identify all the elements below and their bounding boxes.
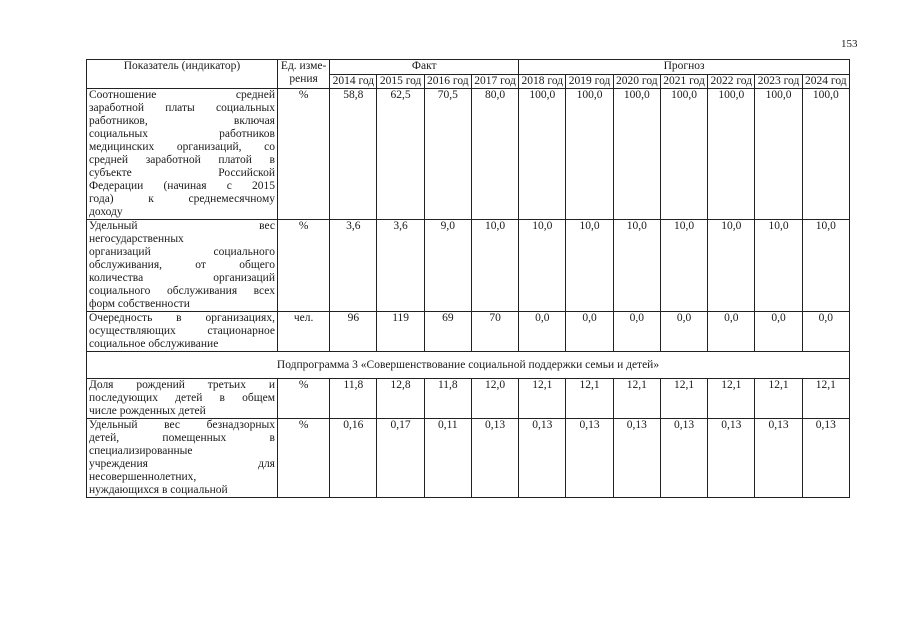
value-cell: 0,13 — [660, 419, 707, 498]
header-year: 2016 год — [424, 75, 471, 89]
indicator-line: социальных работников — [89, 128, 275, 140]
unit-cell: % — [277, 220, 329, 312]
header-indicator: Показатель (индикатор) — [87, 60, 278, 89]
value-cell: 100,0 — [708, 89, 755, 220]
header-unit: Ед. изме-рения — [277, 60, 329, 89]
value-cell: 10,0 — [660, 220, 707, 312]
value-cell: 9,0 — [424, 220, 471, 312]
value-cell: 70,5 — [424, 89, 471, 220]
indicator-line: заработной платы социальных — [89, 102, 275, 114]
header-fact: Факт — [330, 60, 519, 75]
indicators-table — [86, 59, 850, 498]
indicator-cell — [87, 312, 278, 352]
indicator-cell — [87, 220, 278, 312]
value-cell: 70 — [471, 312, 518, 352]
value-cell: 12,1 — [660, 379, 707, 419]
value-cell: 0,13 — [566, 419, 613, 498]
header-year: 2020 год — [613, 75, 660, 89]
value-cell: 100,0 — [613, 89, 660, 220]
indicator-line: социального обслуживания всех — [89, 285, 275, 297]
indicator-line: числе рожденных детей — [89, 405, 206, 417]
value-cell: 10,0 — [755, 220, 802, 312]
value-cell: 10,0 — [708, 220, 755, 312]
indicator-line: организаций социального — [89, 246, 275, 258]
value-cell: 12,1 — [566, 379, 613, 419]
table-row — [87, 419, 850, 498]
value-cell: 0,16 — [330, 419, 377, 498]
indicator-cell — [87, 89, 278, 220]
value-cell: 62,5 — [377, 89, 424, 220]
value-cell: 100,0 — [802, 89, 849, 220]
indicator-line: Доля рождений третьих и — [89, 379, 275, 391]
value-cell: 11,8 — [424, 379, 471, 419]
value-cell: 80,0 — [471, 89, 518, 220]
unit-cell: % — [277, 379, 329, 419]
header-year: 2021 год — [660, 75, 707, 89]
value-cell: 12,1 — [519, 379, 566, 419]
indicator-line: года) к среднемесячному — [89, 193, 275, 205]
value-cell: 12,8 — [377, 379, 424, 419]
value-cell: 0,0 — [660, 312, 707, 352]
value-cell: 119 — [377, 312, 424, 352]
header-year: 2019 год — [566, 75, 613, 89]
indicator-line: несовершеннолетних, — [89, 471, 197, 483]
value-cell: 3,6 — [330, 220, 377, 312]
indicator-line: Удельный вес — [89, 220, 275, 232]
value-cell: 12,1 — [613, 379, 660, 419]
header-forecast: Прогноз — [519, 60, 850, 75]
value-cell: 10,0 — [613, 220, 660, 312]
header-year: 2024 год — [802, 75, 849, 89]
indicator-line: учреждения для — [89, 458, 275, 470]
value-cell: 0,0 — [519, 312, 566, 352]
value-cell: 0,13 — [519, 419, 566, 498]
indicator-line: Удельный вес безнадзорных — [89, 419, 275, 431]
value-cell: 12,1 — [755, 379, 802, 419]
value-cell: 0,0 — [755, 312, 802, 352]
indicator-line: средней заработной платой в — [89, 154, 275, 166]
value-cell: 0,13 — [471, 419, 518, 498]
table-body — [87, 89, 850, 498]
table-header — [87, 60, 850, 89]
indicator-line: Федерации (начиная с 2015 — [89, 180, 275, 192]
indicator-line: негосударственных — [89, 233, 184, 245]
indicator-line: количества организаций — [89, 272, 275, 284]
value-cell: 0,0 — [566, 312, 613, 352]
header-year: 2015 год — [377, 75, 424, 89]
value-cell: 69 — [424, 312, 471, 352]
subprogram-row — [87, 352, 850, 379]
value-cell: 96 — [330, 312, 377, 352]
value-cell: 10,0 — [519, 220, 566, 312]
indicator-line: последующих детей в общем — [89, 392, 275, 404]
value-cell: 0,11 — [424, 419, 471, 498]
value-cell: 58,8 — [330, 89, 377, 220]
indicator-cell — [87, 419, 278, 498]
value-cell: 0,13 — [755, 419, 802, 498]
indicator-line: осуществляющих стационарное — [89, 325, 275, 337]
value-cell: 0,17 — [377, 419, 424, 498]
value-cell: 12,1 — [708, 379, 755, 419]
value-cell: 10,0 — [802, 220, 849, 312]
subprogram-heading: Подпрограмма 3 «Совершенствование социальной поддержки семьи и детей» — [87, 352, 850, 379]
value-cell: 100,0 — [519, 89, 566, 220]
indicator-line: медицинских организаций, со — [89, 141, 275, 153]
table-row — [87, 89, 850, 220]
value-cell: 0,13 — [708, 419, 755, 498]
value-cell: 0,0 — [802, 312, 849, 352]
indicator-line: специализированные — [89, 445, 193, 457]
unit-cell: % — [277, 89, 329, 220]
indicator-line: работников, включая — [89, 115, 275, 127]
value-cell: 10,0 — [566, 220, 613, 312]
unit-cell: % — [277, 419, 329, 498]
table-row — [87, 312, 850, 352]
value-cell: 0,0 — [613, 312, 660, 352]
value-cell: 12,0 — [471, 379, 518, 419]
indicator-line: Соотношение средней — [89, 89, 275, 101]
value-cell: 100,0 — [660, 89, 707, 220]
indicator-line: Очередность в организациях, — [89, 312, 275, 324]
unit-cell: чел. — [277, 312, 329, 352]
table-row — [87, 379, 850, 419]
indicator-line: социальное обслуживание — [89, 338, 219, 350]
header-year: 2017 год — [471, 75, 518, 89]
value-cell: 100,0 — [566, 89, 613, 220]
value-cell: 0,13 — [802, 419, 849, 498]
header-year: 2023 год — [755, 75, 802, 89]
indicator-cell — [87, 379, 278, 419]
table-row — [87, 220, 850, 312]
value-cell: 0,0 — [708, 312, 755, 352]
header-year: 2018 год — [519, 75, 566, 89]
page-number: 153 — [841, 38, 858, 50]
indicator-line: детей, помещенных в — [89, 432, 275, 444]
value-cell: 0,13 — [613, 419, 660, 498]
value-cell: 10,0 — [471, 220, 518, 312]
header-year: 2022 год — [708, 75, 755, 89]
value-cell: 11,8 — [330, 379, 377, 419]
value-cell: 12,1 — [802, 379, 849, 419]
indicator-line: доходу — [89, 206, 123, 218]
indicator-line: нуждающихся в социальной — [89, 484, 228, 496]
indicator-line: субъекте Российской — [89, 167, 275, 179]
header-year: 2014 год — [330, 75, 377, 89]
indicator-line: форм собственности — [89, 298, 190, 310]
value-cell: 3,6 — [377, 220, 424, 312]
value-cell: 100,0 — [755, 89, 802, 220]
indicator-line: обслуживания, от общего — [89, 259, 275, 271]
